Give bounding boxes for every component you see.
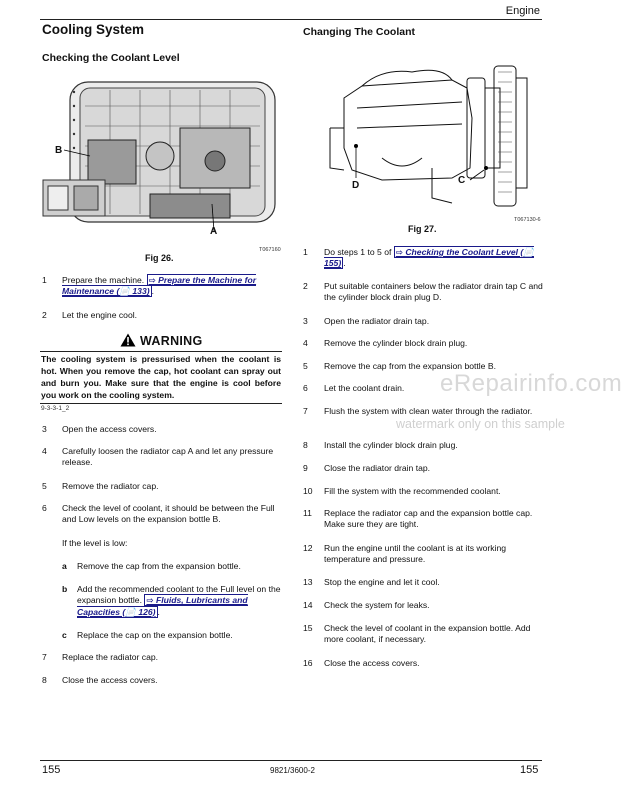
warning-title: WARNING	[140, 334, 203, 348]
callout-d: D	[352, 180, 360, 191]
figure-caption-26: Fig 26.	[145, 253, 174, 263]
warning-triangle-icon	[120, 333, 136, 347]
warning-body: The cooling system is pressurised when the coolant is hot. When you remove the cap, hot coolant can spray out and burn you. Make sure that the engine is cool before you work on the cooling system.	[41, 354, 281, 400]
page-number-right: 155	[520, 764, 539, 776]
warning-code: 9-3-3-1_2	[41, 405, 70, 412]
engine-side-illustration	[322, 58, 544, 218]
link-prepare-machine[interactable]: ⇨ Prepare the Machine for Maintenance (📄 133)	[62, 275, 257, 297]
warning-rule-bottom	[40, 403, 282, 404]
section-title: Cooling System	[42, 22, 145, 37]
section-header: Engine	[505, 5, 540, 17]
document-number: 9821/3600-2	[270, 766, 315, 775]
engine-bay-illustration	[40, 76, 285, 246]
figure-caption-27: Fig 27.	[408, 224, 437, 234]
step-number: 1	[42, 275, 47, 285]
watermark-subtitle: watermark only on this sample	[396, 417, 565, 431]
watermark-title: eRepairinfo.com	[440, 370, 622, 397]
warning-rule-top	[40, 351, 282, 352]
subsection-title-right: Changing The Coolant	[303, 26, 415, 38]
link-fluids-lubricants[interactable]: ⇨ Fluids, Lubricants and Capacities (📄 126)	[77, 595, 248, 617]
footer-rule	[40, 760, 542, 761]
figure-ref-26: T067160	[259, 247, 281, 253]
page-number-left: 155	[42, 764, 61, 776]
subsection-title-left: Checking the Coolant Level	[42, 52, 180, 64]
figure-ref-27: T067130-6	[514, 217, 541, 223]
header-rule	[40, 19, 542, 20]
callout-a: A	[210, 226, 218, 237]
callout-c: C	[458, 175, 466, 186]
callout-b: B	[55, 145, 63, 156]
link-checking-coolant-level[interactable]: ⇨ Checking the Coolant Level (📄 155)	[324, 247, 534, 269]
